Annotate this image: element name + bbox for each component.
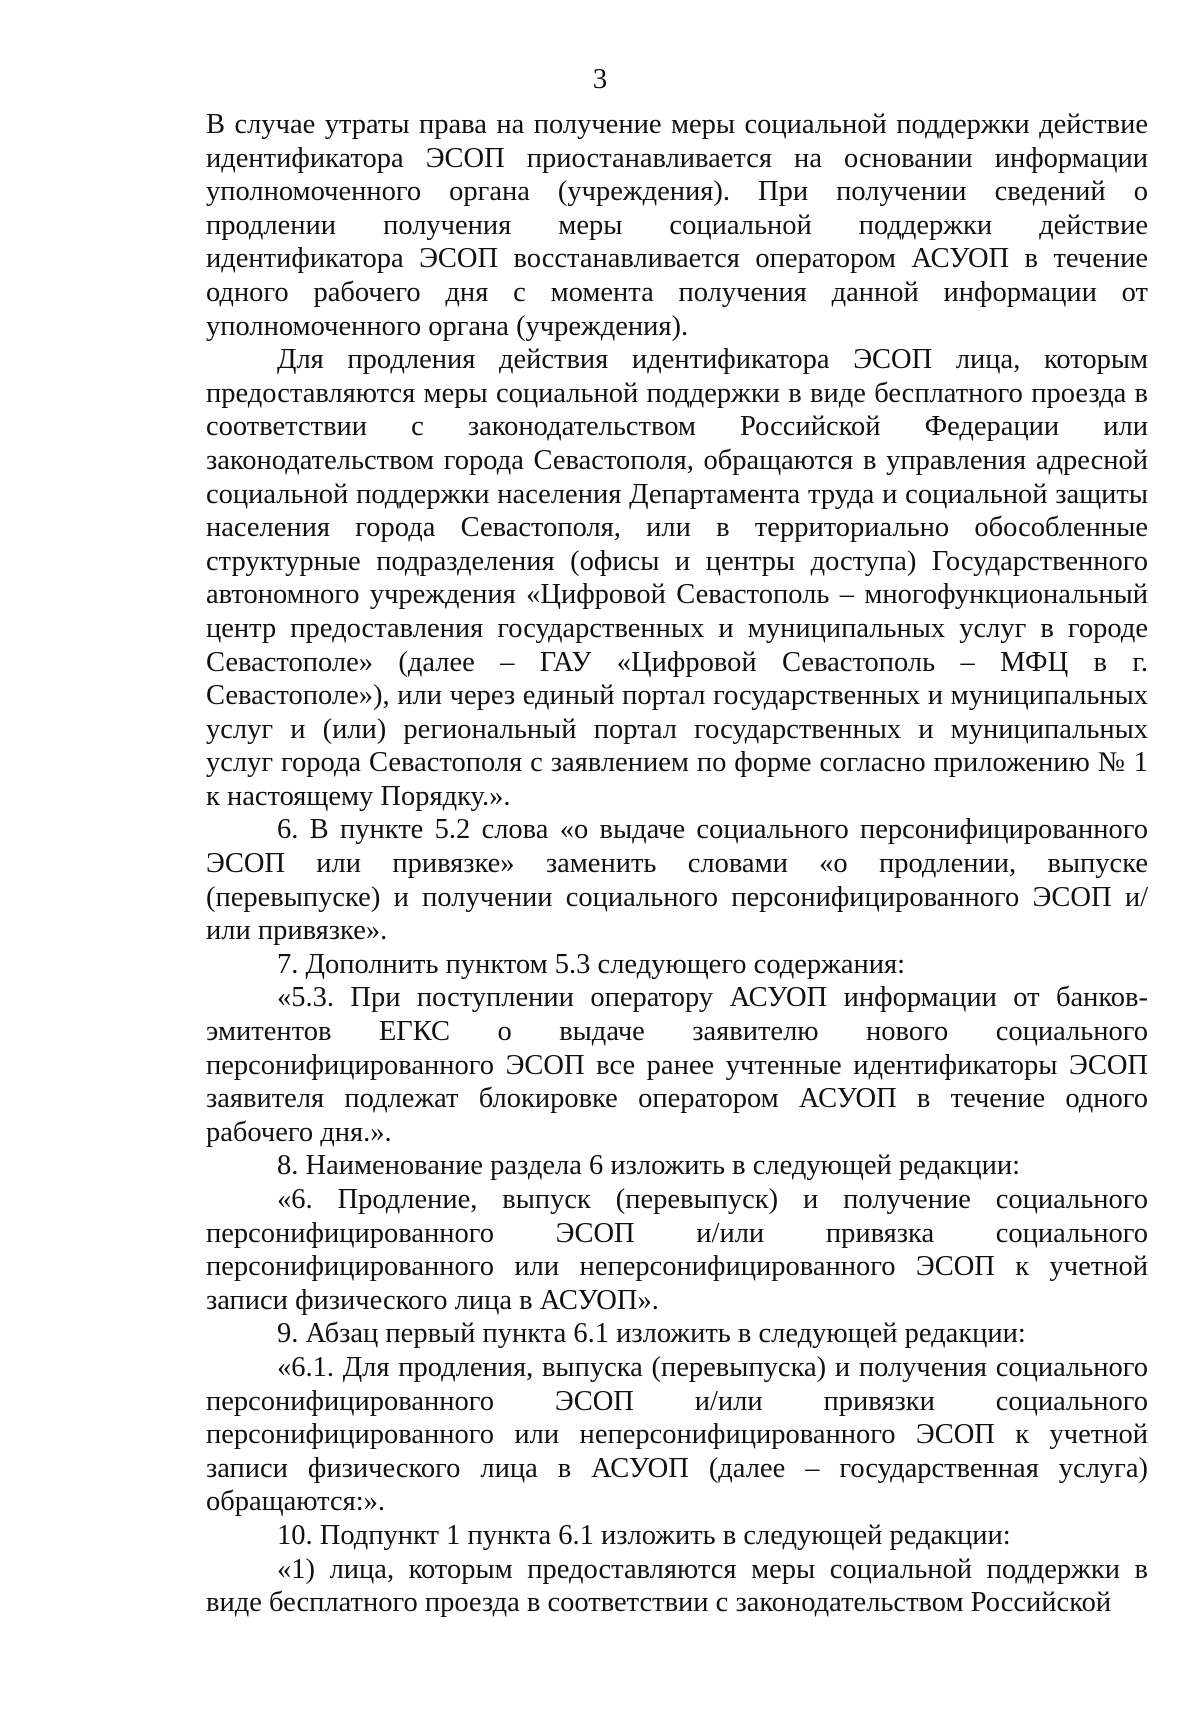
paragraph-section-6-title: «6. Продление, выпуск (перевыпуск) и получение социального персонифицированного ЭСОП и/или привязка социального персонифицированного или неперсонифицированного ЭСОП к учетной записи физического лица в АСУОП». <box>206 1184 1148 1316</box>
paragraph-item-6: 6. В пункте 5.2 слова «о выдаче социального персонифицированного ЭСОП или привязке» заменить словами «о продлении, выпуске (перевыпуске) и получении социального персонифицированного ЭСОП и/или привязке». <box>206 814 1148 947</box>
paragraph-subclause-1: «1) лица, которым предоставляются меры социальной поддержки в виде бесплатного проезда в соответствии с законодательством Российской <box>206 1553 1148 1619</box>
document-body <box>206 108 1148 1620</box>
paragraph-esop-suspension: В случае утраты права на получение меры социальной поддержки действие идентификатора ЭСОП приостанавливается на основании информации уполномоченного органа (учреждения). При получении сведений о продлении получения меры социальной поддержки действие идентификатора ЭСОП восстанавливается оператором АСУОП в течение одного рабочего дня с момента получения данной информации от уполномоченного органа (учреждения). <box>206 109 1148 342</box>
paragraph-item-7: 7. Дополнить пунктом 5.3 следующего содержания: <box>277 948 906 980</box>
paragraph-item-9: 9. Абзац первый пункта 6.1 изложить в следующей редакции: <box>277 1318 1026 1350</box>
paragraph-esop-extension: Для продления действия идентификатора ЭСОП лица, которым предоставляются меры социальной поддержки в виде бесплатного проезда в соответствии с законодательством Российской Федерации или законодательством города Севастополя, обращаются в управления адресной социальной поддержки населения Департамента труда и социальной защиты населения города Севастополя, или в территориально обособленные структурные подразделения (офисы и центры доступа) Государственного автономного учреждения «Цифровой Севастополь – многофункциональный центр предоставления государственных и муниципальных услуг в городе Севастополе» (далее – ГАУ «Цифровой Севастополь – МФЦ в г. Севастополе»), или через единый портал государственных и муниципальных услуг и (или) региональный портал государственных и муниципальных услуг города Севастополя с заявлением по форме согласно приложению № 1 к настоящему Порядку.». <box>206 344 1148 812</box>
page-number: 3 <box>592 63 608 95</box>
paragraph-clause-5-3: «5.3. При поступлении оператору АСУОП информации от банков-эмитентов ЕГКС о выдаче заявителю нового социального персонифицированного ЭСОП все ранее учтенные идентификаторы ЭСОП заявителя подлежат блокировке оператором АСУОП в течение одного рабочего дня.». <box>206 982 1148 1148</box>
paragraph-item-10: 10. Подпункт 1 пункта 6.1 изложить в следующей редакции: <box>277 1519 1011 1551</box>
paragraph-item-8: 8. Наименование раздела 6 изложить в следующей редакции: <box>277 1150 1021 1182</box>
paragraph-clause-6-1: «6.1. Для продления, выпуска (перевыпуска) и получения социального персонифицированного ЭСОП и/или привязки социального персонифицированного или неперсонифицированного ЭСОП к учетной записи физического лица в АСУОП (далее – государственная услуга) обращаются:». <box>206 1351 1148 1518</box>
